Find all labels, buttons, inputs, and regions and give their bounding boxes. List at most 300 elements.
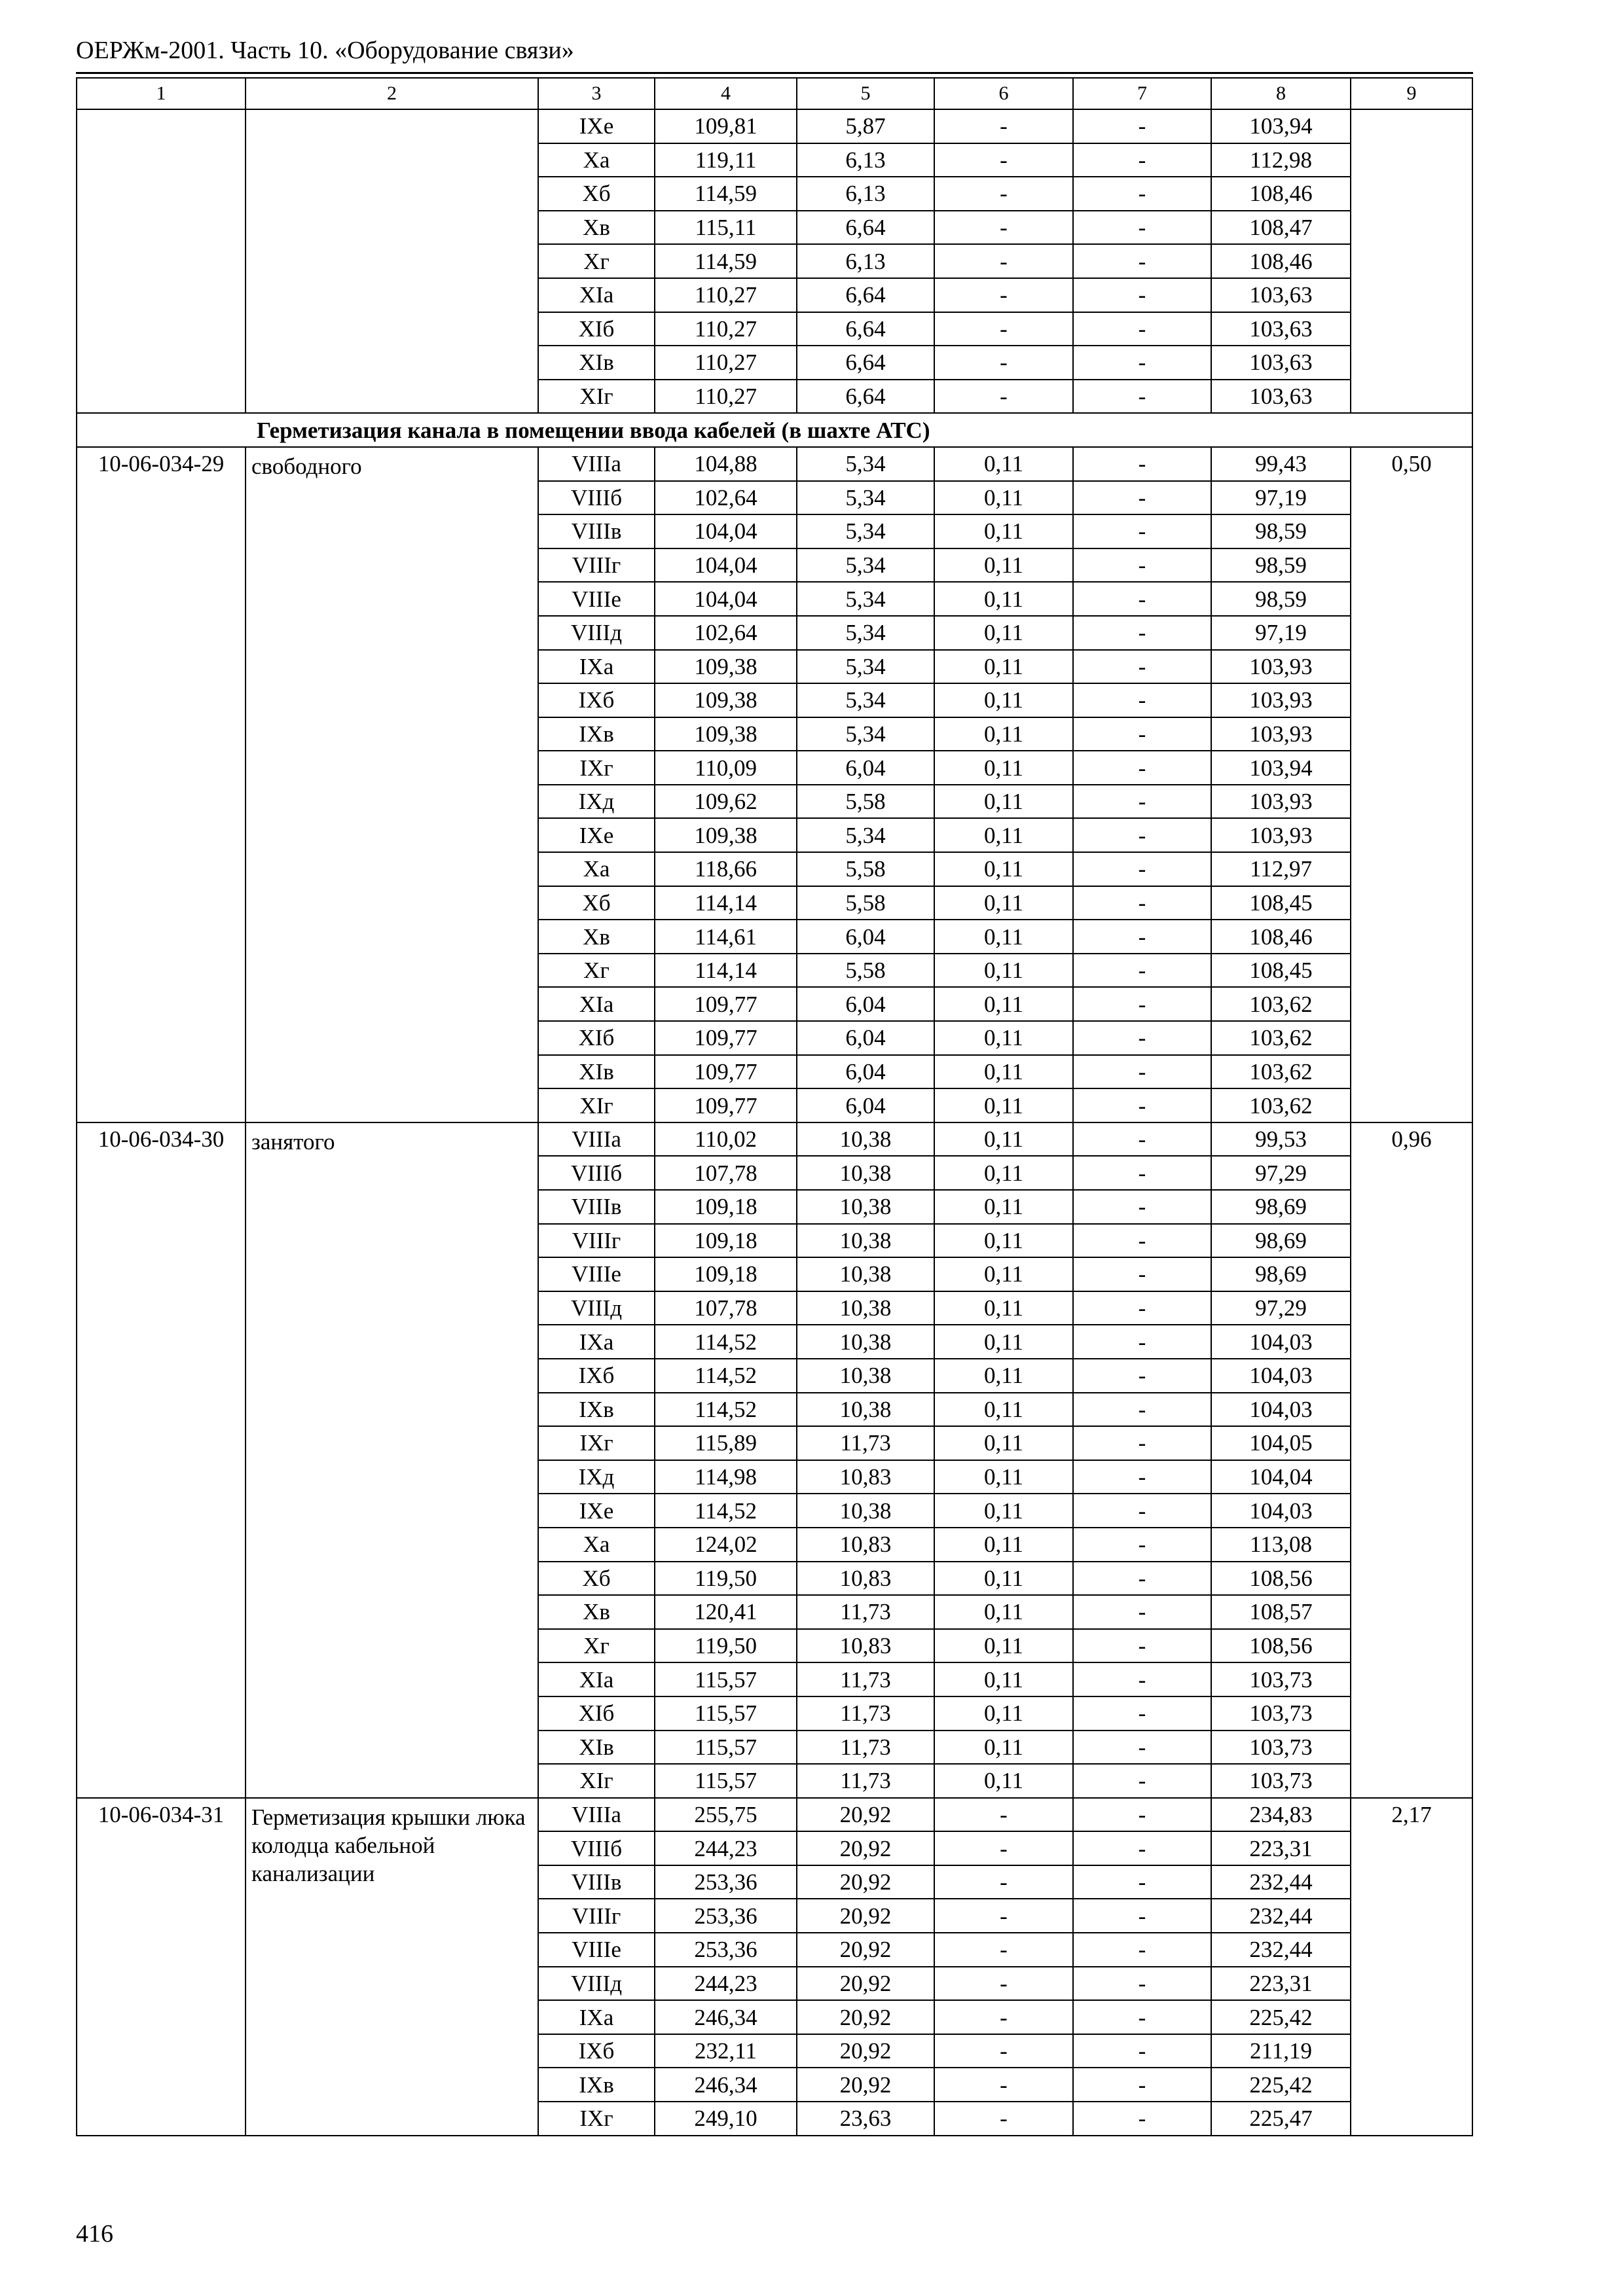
col5-cell: 10,38 [797, 1359, 934, 1393]
col8-cell: 103,62 [1211, 1055, 1351, 1089]
col8-cell: 225,42 [1211, 2068, 1351, 2102]
col5-cell: 5,58 [797, 954, 934, 988]
col8-cell: 113,08 [1211, 1528, 1351, 1562]
table-row [77, 1798, 1472, 1832]
col6-cell: 0,11 [934, 1528, 1073, 1562]
col8-cell: 108,56 [1211, 1629, 1351, 1663]
zone-cell: IXг [538, 751, 655, 785]
col4-cell: 120,41 [655, 1595, 797, 1629]
col8-cell: 104,03 [1211, 1359, 1351, 1393]
col4-cell: 124,02 [655, 1528, 797, 1562]
col5-cell: 20,92 [797, 2068, 934, 2102]
col7-cell: - [1073, 211, 1211, 245]
column-number: 6 [934, 78, 1073, 109]
zone-cell: Xв [538, 211, 655, 245]
col4-cell: 115,89 [655, 1426, 797, 1460]
zone-cell: Xб [538, 886, 655, 920]
zone-cell: VIIIб [538, 481, 655, 515]
zone-cell: VIIIб [538, 1831, 655, 1865]
col8-cell: 104,03 [1211, 1393, 1351, 1427]
name-cell: занятого [246, 1122, 538, 1798]
zone-cell: Xб [538, 177, 655, 211]
name-cell: свободного [246, 447, 538, 1122]
col5-cell: 5,34 [797, 548, 934, 583]
col6-cell: 0,11 [934, 1731, 1073, 1765]
col7-cell: - [1073, 683, 1211, 717]
col6-cell: - [934, 380, 1073, 414]
col7-cell: - [1073, 1291, 1211, 1325]
column-number: 4 [655, 78, 797, 109]
col8-cell: 223,31 [1211, 1967, 1351, 2001]
col7-cell: - [1073, 143, 1211, 177]
col6-cell: 0,11 [934, 1494, 1073, 1528]
col8-cell: 103,63 [1211, 346, 1351, 380]
col6-cell: 0,11 [934, 818, 1073, 852]
col7-cell: - [1073, 514, 1211, 548]
col4-cell: 104,88 [655, 447, 797, 481]
col8-cell: 97,29 [1211, 1291, 1351, 1325]
zone-cell: IXe [538, 1494, 655, 1528]
col7-cell: - [1073, 1933, 1211, 1967]
col7-cell: - [1073, 1393, 1211, 1427]
zone-cell: IXб [538, 683, 655, 717]
col5-cell: 6,64 [797, 312, 934, 346]
col7-cell: - [1073, 1257, 1211, 1291]
col6-cell: 0,11 [934, 616, 1073, 650]
col6-cell: - [934, 1798, 1073, 1832]
col7-cell: - [1073, 1088, 1211, 1122]
table-row [77, 1122, 1472, 1157]
col8-cell: 103,73 [1211, 1764, 1351, 1798]
zone-cell: XIa [538, 1662, 655, 1696]
col8-cell: 103,94 [1211, 751, 1351, 785]
col6-cell: 0,11 [934, 1291, 1073, 1325]
col4-cell: 109,62 [655, 785, 797, 819]
col4-cell: 109,38 [655, 650, 797, 684]
col7-cell: - [1073, 1494, 1211, 1528]
col8-cell: 103,62 [1211, 987, 1351, 1021]
col6-cell: - [934, 2102, 1073, 2136]
column-number: 8 [1211, 78, 1351, 109]
col8-cell: 232,44 [1211, 1933, 1351, 1967]
col4-cell: 253,36 [655, 1933, 797, 1967]
col5-cell: 6,04 [797, 1088, 934, 1122]
col4-cell: 110,02 [655, 1122, 797, 1157]
zone-cell: VIIIд [538, 1967, 655, 2001]
col6-cell: 0,11 [934, 650, 1073, 684]
column-number: 9 [1351, 78, 1472, 109]
col6-cell: 0,11 [934, 1662, 1073, 1696]
col6-cell: - [934, 143, 1073, 177]
col7-cell: - [1073, 818, 1211, 852]
col6-cell: - [934, 1967, 1073, 2001]
code-cell [77, 109, 246, 413]
col7-cell: - [1073, 1798, 1211, 1832]
col4-cell: 114,52 [655, 1359, 797, 1393]
col5-cell: 10,38 [797, 1122, 934, 1157]
col6-cell: 0,11 [934, 1224, 1073, 1258]
col7-cell: - [1073, 987, 1211, 1021]
col8-cell: 103,73 [1211, 1696, 1351, 1731]
col4-cell: 114,52 [655, 1494, 797, 1528]
zone-cell: Xб [538, 1562, 655, 1596]
col4-cell: 109,77 [655, 1055, 797, 1089]
col8-cell: 103,93 [1211, 785, 1351, 819]
col4-cell: 244,23 [655, 1967, 797, 2001]
column-number-row [77, 78, 1472, 109]
col4-cell: 110,27 [655, 312, 797, 346]
col6-cell: 0,11 [934, 548, 1073, 583]
zone-cell: VIIIa [538, 447, 655, 481]
section-row [77, 413, 1472, 447]
col8-cell: 98,59 [1211, 582, 1351, 616]
col8-cell: 97,19 [1211, 616, 1351, 650]
col8-cell: 112,98 [1211, 143, 1351, 177]
col4-cell: 119,11 [655, 143, 797, 177]
col6-cell: 0,11 [934, 481, 1073, 515]
zone-cell: Xг [538, 954, 655, 988]
col8-cell: 103,93 [1211, 683, 1351, 717]
col8-cell: 108,45 [1211, 886, 1351, 920]
col7-cell: - [1073, 1021, 1211, 1055]
col4-cell: 107,78 [655, 1291, 797, 1325]
col5-cell: 10,38 [797, 1257, 934, 1291]
col6-cell: - [934, 2068, 1073, 2102]
col6-cell: - [934, 1933, 1073, 1967]
col7-cell: - [1073, 346, 1211, 380]
zone-cell: IXe [538, 109, 655, 143]
col7-cell: - [1073, 1122, 1211, 1157]
zone-cell: VIIIд [538, 616, 655, 650]
table-row [77, 447, 1472, 481]
col4-cell: 232,11 [655, 2034, 797, 2068]
zone-cell: IXa [538, 2000, 655, 2034]
col5-cell: 20,92 [797, 1967, 934, 2001]
col7-cell: - [1073, 1967, 1211, 2001]
zone-cell: VIIIв [538, 1190, 655, 1224]
col8-cell: 97,19 [1211, 481, 1351, 515]
col4-cell: 109,81 [655, 109, 797, 143]
col4-cell: 109,77 [655, 1088, 797, 1122]
col5-cell: 10,38 [797, 1494, 934, 1528]
col7-cell: - [1073, 1899, 1211, 1933]
col4-cell: 114,59 [655, 177, 797, 211]
col7-cell: - [1073, 380, 1211, 414]
col4-cell: 114,98 [655, 1460, 797, 1494]
col6-cell: 0,11 [934, 1426, 1073, 1460]
col4-cell: 115,57 [655, 1696, 797, 1731]
col4-cell: 118,66 [655, 852, 797, 886]
col6-cell: 0,11 [934, 1393, 1073, 1427]
col5-cell: 10,38 [797, 1224, 934, 1258]
col5-cell: 5,58 [797, 852, 934, 886]
col5-cell: 6,04 [797, 751, 934, 785]
col8-cell: 232,44 [1211, 1865, 1351, 1899]
col5-cell: 5,58 [797, 886, 934, 920]
column-number: 3 [538, 78, 655, 109]
col4-cell: 109,38 [655, 717, 797, 751]
page-header: ОЕРЖм-2001. Часть 10. «Оборудование связи» [76, 37, 574, 64]
col5-cell: 6,13 [797, 143, 934, 177]
col8-cell: 99,43 [1211, 447, 1351, 481]
col6-cell: - [934, 211, 1073, 245]
zone-cell: VIIIe [538, 582, 655, 616]
col4-cell: 114,14 [655, 886, 797, 920]
col7-cell: - [1073, 650, 1211, 684]
col8-cell: 103,94 [1211, 109, 1351, 143]
zone-cell: VIIIв [538, 514, 655, 548]
col6-cell: 0,11 [934, 514, 1073, 548]
zone-cell: VIIIг [538, 1899, 655, 1933]
col6-cell: - [934, 278, 1073, 312]
col4-cell: 115,57 [655, 1662, 797, 1696]
name-cell [246, 109, 538, 413]
col7-cell: - [1073, 582, 1211, 616]
col7-cell: - [1073, 1662, 1211, 1696]
col6-cell: 0,11 [934, 1460, 1073, 1494]
col7-cell: - [1073, 852, 1211, 886]
col6-cell: 0,11 [934, 1325, 1073, 1359]
col6-cell: 0,11 [934, 683, 1073, 717]
col8-cell: 103,73 [1211, 1662, 1351, 1696]
col4-cell: 109,77 [655, 1021, 797, 1055]
col4-cell: 115,11 [655, 211, 797, 245]
col6-cell: 0,11 [934, 1122, 1073, 1157]
col7-cell: - [1073, 1562, 1211, 1596]
col8-cell: 99,53 [1211, 1122, 1351, 1157]
col8-cell: 104,03 [1211, 1325, 1351, 1359]
col5-cell: 11,73 [797, 1426, 934, 1460]
col5-cell: 5,34 [797, 447, 934, 481]
col7-cell: - [1073, 1190, 1211, 1224]
col5-cell: 11,73 [797, 1662, 934, 1696]
col4-cell: 110,09 [655, 751, 797, 785]
zone-cell: Xг [538, 244, 655, 278]
col6-cell: - [934, 2000, 1073, 2034]
col5-cell: 5,34 [797, 616, 934, 650]
col4-cell: 244,23 [655, 1831, 797, 1865]
col7-cell: - [1073, 1460, 1211, 1494]
col6-cell: 0,11 [934, 886, 1073, 920]
col4-cell: 109,38 [655, 818, 797, 852]
zone-cell: VIIIб [538, 1156, 655, 1190]
col5-cell: 10,83 [797, 1562, 934, 1596]
col5-cell: 11,73 [797, 1731, 934, 1765]
col6-cell: - [934, 244, 1073, 278]
col5-cell: 20,92 [797, 1899, 934, 1933]
col6-cell: - [934, 1899, 1073, 1933]
col7-cell: - [1073, 481, 1211, 515]
col8-cell: 108,57 [1211, 1595, 1351, 1629]
col8-cell: 108,45 [1211, 954, 1351, 988]
col4-cell: 114,14 [655, 954, 797, 988]
col4-cell: 110,27 [655, 346, 797, 380]
col4-cell: 114,52 [655, 1325, 797, 1359]
col5-cell: 6,04 [797, 987, 934, 1021]
col7-cell: - [1073, 751, 1211, 785]
col8-cell: 108,46 [1211, 920, 1351, 954]
col5-cell: 11,73 [797, 1696, 934, 1731]
column-number: 5 [797, 78, 934, 109]
col8-cell: 103,93 [1211, 818, 1351, 852]
col9-cell [1351, 109, 1472, 413]
col4-cell: 109,18 [655, 1190, 797, 1224]
col4-cell: 102,64 [655, 616, 797, 650]
col6-cell: - [934, 177, 1073, 211]
col5-cell: 10,38 [797, 1156, 934, 1190]
col7-cell: - [1073, 2000, 1211, 2034]
zone-cell: Xг [538, 1629, 655, 1663]
col4-cell: 109,18 [655, 1257, 797, 1291]
col8-cell: 98,59 [1211, 548, 1351, 583]
col7-cell: - [1073, 2068, 1211, 2102]
col8-cell: 104,04 [1211, 1460, 1351, 1494]
col8-cell: 103,63 [1211, 312, 1351, 346]
zone-cell: IXa [538, 1325, 655, 1359]
zone-cell: Xв [538, 1595, 655, 1629]
col6-cell: - [934, 109, 1073, 143]
col5-cell: 10,38 [797, 1393, 934, 1427]
col8-cell: 103,73 [1211, 1731, 1351, 1765]
zone-cell: VIIIa [538, 1798, 655, 1832]
zone-cell: XIв [538, 1731, 655, 1765]
col4-cell: 102,64 [655, 481, 797, 515]
col5-cell: 6,64 [797, 380, 934, 414]
zone-cell: VIIIe [538, 1933, 655, 1967]
col5-cell: 6,64 [797, 346, 934, 380]
col8-cell: 112,97 [1211, 852, 1351, 886]
col6-cell: - [934, 1831, 1073, 1865]
col7-cell: - [1073, 1865, 1211, 1899]
col6-cell: - [934, 1865, 1073, 1899]
col5-cell: 6,13 [797, 177, 934, 211]
col5-cell: 5,34 [797, 717, 934, 751]
rates-table [76, 77, 1473, 2136]
col5-cell: 10,83 [797, 1629, 934, 1663]
section-title: Герметизация канала в помещении ввода кабелей (в шахте АТС) [77, 413, 1472, 447]
col7-cell: - [1073, 1426, 1211, 1460]
col7-cell: - [1073, 1595, 1211, 1629]
col6-cell: 0,11 [934, 1595, 1073, 1629]
col6-cell: 0,11 [934, 1190, 1073, 1224]
col4-cell: 246,34 [655, 2068, 797, 2102]
col7-cell: - [1073, 2102, 1211, 2136]
col4-cell: 119,50 [655, 1629, 797, 1663]
col6-cell: 0,11 [934, 987, 1073, 1021]
col5-cell: 11,73 [797, 1595, 934, 1629]
zone-cell: IXв [538, 1393, 655, 1427]
col6-cell: 0,11 [934, 582, 1073, 616]
col8-cell: 232,44 [1211, 1899, 1351, 1933]
col7-cell: - [1073, 312, 1211, 346]
col5-cell: 20,92 [797, 1933, 934, 1967]
col7-cell: - [1073, 954, 1211, 988]
col6-cell: 0,11 [934, 1021, 1073, 1055]
col9-cell: 0,50 [1351, 447, 1472, 1122]
col5-cell: 5,87 [797, 109, 934, 143]
col6-cell: 0,11 [934, 954, 1073, 988]
col7-cell: - [1073, 1528, 1211, 1562]
zone-cell: XIв [538, 346, 655, 380]
zone-cell: XIб [538, 1696, 655, 1731]
zone-cell: Xa [538, 143, 655, 177]
col4-cell: 114,61 [655, 920, 797, 954]
zone-cell: VIIIa [538, 1122, 655, 1157]
col8-cell: 98,69 [1211, 1224, 1351, 1258]
col7-cell: - [1073, 920, 1211, 954]
zone-cell: IXб [538, 1359, 655, 1393]
zone-cell: VIIIд [538, 1291, 655, 1325]
col4-cell: 115,57 [655, 1731, 797, 1765]
zone-cell: Xв [538, 920, 655, 954]
col7-cell: - [1073, 109, 1211, 143]
col8-cell: 108,46 [1211, 177, 1351, 211]
col6-cell: - [934, 2034, 1073, 2068]
col4-cell: 109,38 [655, 683, 797, 717]
col8-cell: 108,47 [1211, 211, 1351, 245]
col7-cell: - [1073, 1224, 1211, 1258]
col4-cell: 253,36 [655, 1865, 797, 1899]
col4-cell: 110,27 [655, 380, 797, 414]
col4-cell: 109,77 [655, 987, 797, 1021]
col7-cell: - [1073, 1696, 1211, 1731]
col4-cell: 114,59 [655, 244, 797, 278]
col8-cell: 104,03 [1211, 1494, 1351, 1528]
col8-cell: 223,31 [1211, 1831, 1351, 1865]
col4-cell: 246,34 [655, 2000, 797, 2034]
col5-cell: 5,34 [797, 650, 934, 684]
table-body [77, 78, 1472, 2136]
col9-cell: 0,96 [1351, 1122, 1472, 1798]
col8-cell: 103,62 [1211, 1088, 1351, 1122]
col6-cell: 0,11 [934, 1764, 1073, 1798]
column-number: 1 [77, 78, 246, 109]
col6-cell: 0,11 [934, 785, 1073, 819]
col5-cell: 6,64 [797, 211, 934, 245]
col7-cell: - [1073, 1764, 1211, 1798]
col8-cell: 211,19 [1211, 2034, 1351, 2068]
col6-cell: 0,11 [934, 1055, 1073, 1089]
zone-cell: IXa [538, 650, 655, 684]
col8-cell: 103,62 [1211, 1021, 1351, 1055]
page-number: 416 [76, 2220, 113, 2248]
col6-cell: 0,11 [934, 1257, 1073, 1291]
col8-cell: 108,56 [1211, 1562, 1351, 1596]
col6-cell: - [934, 312, 1073, 346]
col6-cell: 0,11 [934, 751, 1073, 785]
col5-cell: 10,83 [797, 1528, 934, 1562]
zone-cell: IXe [538, 818, 655, 852]
col5-cell: 6,04 [797, 1055, 934, 1089]
zone-cell: IXг [538, 1426, 655, 1460]
col4-cell: 255,75 [655, 1798, 797, 1832]
col8-cell: 104,05 [1211, 1426, 1351, 1460]
code-cell: 10-06-034-29 [77, 447, 246, 1122]
col4-cell: 114,52 [655, 1393, 797, 1427]
col5-cell: 11,73 [797, 1764, 934, 1798]
col6-cell: 0,11 [934, 1696, 1073, 1731]
col5-cell: 5,34 [797, 481, 934, 515]
zone-cell: XIг [538, 1764, 655, 1798]
col6-cell: 0,11 [934, 852, 1073, 886]
col7-cell: - [1073, 447, 1211, 481]
col6-cell: 0,11 [934, 1088, 1073, 1122]
col5-cell: 10,38 [797, 1291, 934, 1325]
col7-cell: - [1073, 1359, 1211, 1393]
col8-cell: 98,69 [1211, 1190, 1351, 1224]
col7-cell: - [1073, 1731, 1211, 1765]
zone-cell: Xa [538, 852, 655, 886]
